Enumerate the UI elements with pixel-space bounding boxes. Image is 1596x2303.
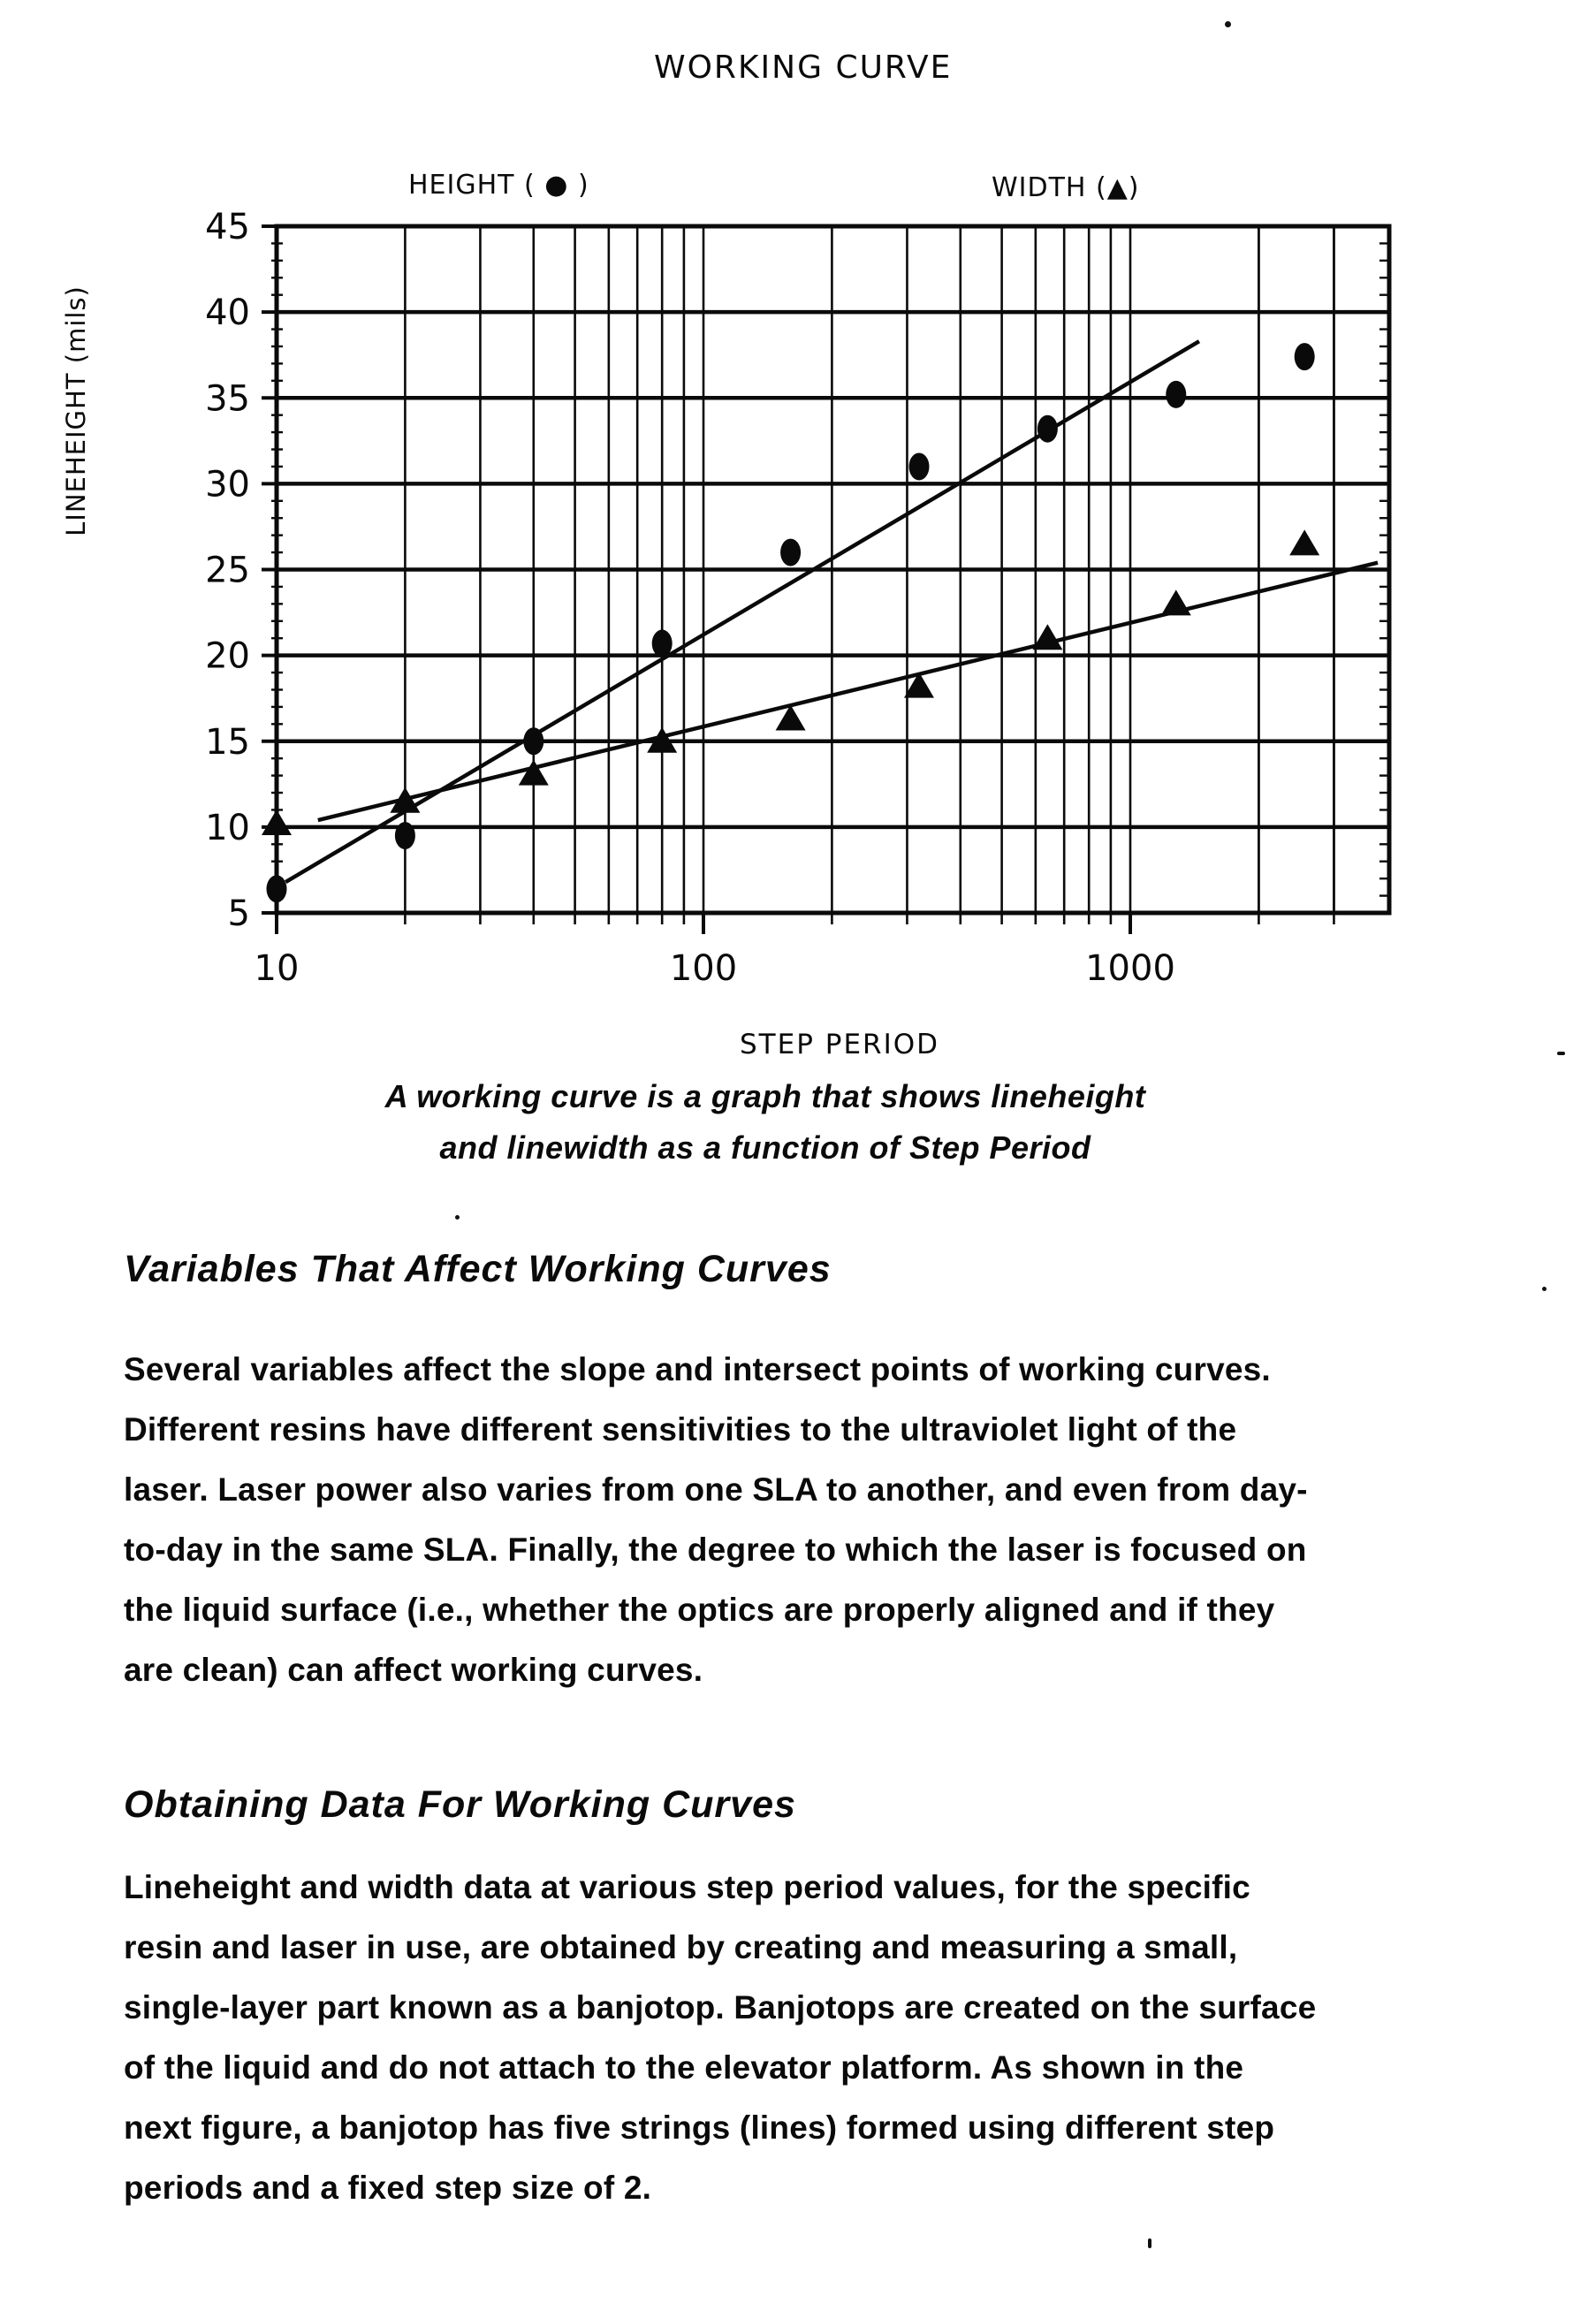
x-axis-label: STEP PERIOD (740, 1029, 939, 1060)
section-heading-variables: Variables That Affect Working Curves (124, 1248, 832, 1290)
scan-speck (1225, 21, 1231, 27)
y-axis-label: LINEHEIGHT (mils) (61, 285, 91, 536)
y-tick-label: 10 (205, 807, 250, 848)
scan-speck (1542, 1287, 1547, 1291)
legend-height-series: HEIGHT ( ● ) (408, 170, 589, 201)
x-tick-label: 1000 (1085, 948, 1175, 989)
height-data-point (1295, 343, 1315, 370)
height-data-point (1037, 415, 1058, 443)
working-curve-chart (0, 0, 1596, 1066)
y-tick-label: 45 (205, 207, 250, 247)
legend-width-series: WIDTH (▲) (992, 172, 1140, 203)
height-data-point (395, 822, 415, 849)
y-tick-label: 40 (205, 293, 250, 334)
scan-speck (1557, 1052, 1565, 1055)
height-data-point (267, 875, 287, 902)
scan-speck (1148, 2238, 1151, 2248)
y-tick-label: 25 (205, 550, 250, 591)
width-data-point (1161, 589, 1191, 615)
y-tick-label: 30 (205, 464, 250, 505)
section-body-variables: Several variables affect the slope and intersect points of working curves. Different resins have different sensitivities to the ultraviolet light of the laser. Laser power also varies from one SLA to another, and even from day- to-day in the same SLA. Finally, the degree to which the laser is focused on the liquid surface (i.e., whether the optics are properly aligned and if they are clean) can affect working curves. (124, 1351, 1308, 1688)
x-tick-label: 100 (669, 948, 738, 989)
section-heading-obtaining-data: Obtaining Data For Working Curves (124, 1783, 796, 1826)
y-tick-label: 20 (205, 635, 250, 677)
x-tick-label: 10 (254, 948, 300, 989)
scan-speck (455, 1215, 460, 1220)
y-tick-label: 35 (205, 378, 250, 420)
height-data-point (780, 539, 801, 566)
height-data-point (523, 727, 543, 755)
height-data-point (652, 630, 673, 657)
y-tick-label: 5 (227, 893, 250, 934)
page-title: WORKING CURVE (654, 49, 953, 86)
width-data-point (1289, 529, 1319, 555)
height-data-point (1166, 381, 1186, 408)
width-data-point (262, 809, 292, 835)
fit-line-height (285, 341, 1199, 882)
y-tick-label: 15 (205, 721, 250, 763)
figure-caption: A working curve is a graph that shows lineheight and linewidth as a function of Step Period (384, 1078, 1146, 1166)
height-data-point (908, 452, 929, 480)
width-data-point (1032, 624, 1062, 650)
section-body-obtaining-data: Lineheight and width data at various step period values, for the specific resin and laser in use, are obtained by creating and measuring a small, single-layer part known as a banjotop. Banjotops are created on the surface of the liquid and do not attach to the elevator platform. As shown in the next figure, a banjotop has five strings (lines) formed using different step periods and a fixed step size of 2. (124, 1869, 1317, 2206)
fit-line-width (318, 563, 1378, 820)
